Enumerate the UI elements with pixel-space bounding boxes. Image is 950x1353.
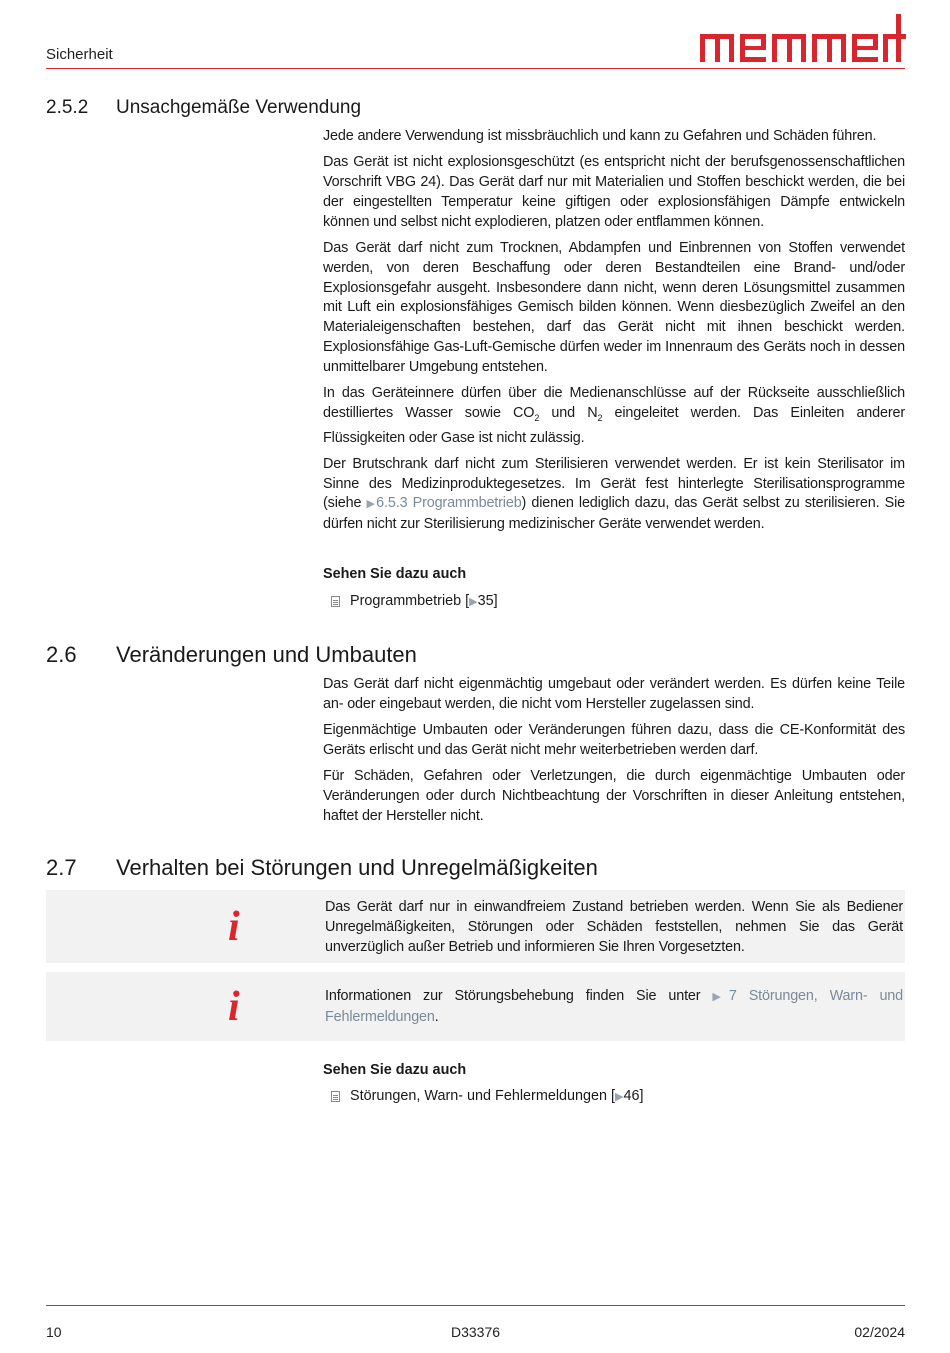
see-also-item[interactable]: Programmbetrieb [ ▶ 35] bbox=[331, 593, 498, 609]
section-heading-2-5-2 bbox=[46, 97, 646, 121]
info-icon: i bbox=[228, 904, 240, 950]
paragraph: Das Gerät darf nicht eigenmächtig umgebaut oder verändert werden. Es dürfen keine Teile an- oder eingebaut werden, die nicht vom Hersteller zugelassen sind. bbox=[323, 676, 905, 712]
see-also-heading: Sehen Sie dazu auch bbox=[323, 1062, 467, 1078]
document-date: 02/2024 bbox=[854, 1324, 905, 1340]
header-rule bbox=[46, 68, 905, 69]
paragraph: Der Brutschrank darf nicht zum Sterilisieren verwendet werden. Er ist kein Sterilisator im Sinne des Medizinproduktegesetzes. Im Gerät fest hinterlegte Sterilisationsprogramme (siehe ▶6.5.3 Programmbetrieb) dienen lediglich dazu, das Gerät selbst zu sterilisieren. Sie dürfen nicht zur Sterilisierung medizinischer Geräte verwendet werden. bbox=[323, 455, 905, 533]
section-title: Verhalten bei Störungen und Unregelmäßigkeiten bbox=[116, 855, 598, 880]
section-body-2-6 bbox=[323, 675, 905, 833]
document-number: D33376 bbox=[451, 1324, 501, 1340]
section-title: Unsachgemäße Verwendung bbox=[116, 97, 362, 118]
section-number: 2.5.2 bbox=[46, 97, 89, 118]
page-arrow-icon: ▶ bbox=[615, 1090, 624, 1103]
section-heading-2-7 bbox=[46, 855, 846, 883]
page-arrow-icon: ▶ bbox=[469, 595, 478, 608]
header-section-title: Sicherheit bbox=[46, 46, 113, 63]
paragraph: Für Schäden, Gefahren oder Verletzungen, die durch eigenmächtige Umbauten oder Veränderungen oder durch Nichtbeachtung der Vorschriften in dieser Anleitung entstehen, haftet der Hersteller nicht. bbox=[323, 768, 905, 824]
link-stoerungen[interactable]: 7 Störungen, Warn- und Fehlermeldungen bbox=[325, 988, 904, 1025]
see-also-item[interactable]: Störungen, Warn- und Fehlermeldungen [ ▶ 46] bbox=[331, 1088, 644, 1104]
paragraph: Das Gerät darf nicht zum Trocknen, Abdampfen und Einbrennen von Stoffen verwendet werden, von deren Beschaffung oder deren Bestandteilen eine Brand- und/oder Explosionsgefahr ausgeht. Insbesondere dann nicht, wenn deren Lösungsmittel zusammen mit Luft ein explosionsfähiges Gemisch bilden können. Wenn diesbezüglich Zweifel an den Materialeigenschaften bestehen, darf das Gerät nicht mit ihnen beschickt werden. Explosionsfähige Gas-Luft-Gemische dürfen weder im Innenraum des Geräts noch in dessen unmittelbarer Umgebung entstehen. bbox=[323, 239, 905, 375]
info-icon: i bbox=[228, 984, 240, 1030]
paragraph: In das Geräteinnere dürfen über die Medienanschlüsse auf der Rückseite ausschließlich destilliertes Wasser sowie $CO_2$ und $N_2$ eingeleitet werden. Das Einleiten anderer Flüssigkeiten oder Gase ist nicht zulässig. bbox=[323, 385, 906, 446]
link-arrow-icon: ▶ bbox=[366, 498, 377, 511]
memmert-logo bbox=[698, 12, 906, 66]
info-box bbox=[46, 972, 905, 1041]
see-also-heading: Sehen Sie dazu auch bbox=[323, 566, 467, 582]
info-text: Das Gerät darf nur in einwandfreiem Zustand betrieben werden. Wenn Sie als Bediener Unregelmäßigkeiten, Störungen oder Schäden feststellen, nehmen Sie das Gerät unverzüglich außer Betrieb und informieren Sie Ihren Vorgesetzten. bbox=[325, 899, 903, 955]
section-title: Veränderungen und Umbauten bbox=[116, 642, 417, 667]
paragraph: Das Gerät ist nicht explosionsgeschützt (es entspricht nicht der berufsgenossenschaftlichen Vorschrift VBG 24). Das Gerät darf nur mit Materialien und Stoffen beschickt werden, die bei der eingestellten Temperatur keine giftigen oder explosionsfähigen Dämpfe entwickeln können und selbst nicht explodieren, platzen oder entflammen können. bbox=[323, 154, 905, 230]
info-box bbox=[46, 890, 905, 963]
section-number: 2.7 bbox=[46, 855, 77, 880]
footer-rule bbox=[46, 1305, 905, 1306]
info-text: Informationen zur Störungsbehebung finden Sie unter ▶7 Störungen, Warn- und Fehlermeldungen. bbox=[325, 988, 904, 1025]
link-programmbetrieb[interactable]: 6.5.3 Programmbetrieb bbox=[376, 495, 522, 512]
page-number: 10 bbox=[46, 1324, 62, 1340]
paragraph: Eigenmächtige Umbauten oder Veränderungen führen dazu, dass die CE-Konformität des Geräts erlischt und das Gerät nicht mehr weiterbetrieben werden darf. bbox=[323, 722, 905, 758]
section-heading-2-6 bbox=[46, 642, 846, 670]
link-arrow-icon: ▶ bbox=[712, 991, 729, 1003]
section-number: 2.6 bbox=[46, 642, 77, 667]
paragraph: Jede andere Verwendung ist missbräuchlich und kann zu Gefahren und Schäden führen. bbox=[323, 128, 877, 144]
section-body-2-5-2 bbox=[323, 127, 905, 542]
document-icon bbox=[331, 596, 340, 607]
document-icon bbox=[331, 1091, 340, 1102]
